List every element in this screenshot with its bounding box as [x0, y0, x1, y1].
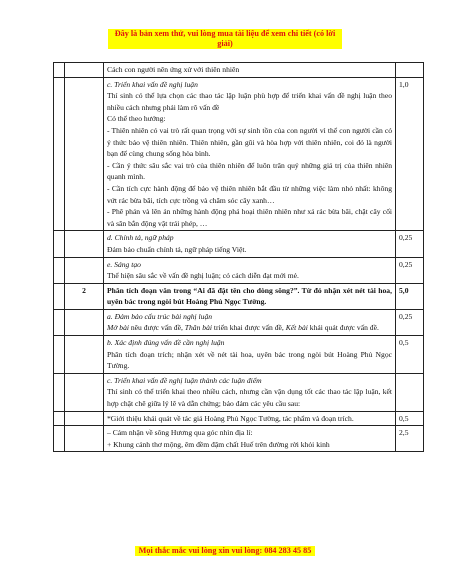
- answer-table: [53, 62, 424, 452]
- score-cell: 5,0: [396, 283, 424, 309]
- paragraph: - Cần ý thức sâu sắc vai trò của thiên nhiên để luôn trân quý những giá trị của thiên nhiên quanh mình.: [107, 160, 392, 182]
- text: triển khai được vấn đề,: [212, 323, 286, 333]
- table-row: [54, 231, 424, 257]
- term: Kết bài: [285, 323, 308, 333]
- paragraph: Thí sinh có thể lựa chọn các thao tác lập luận phù hợp để triển khai vấn đề nghị luận theo nhiều cách nhưng phải làm rõ vấn đề: [107, 91, 392, 112]
- criterion-heading: b. Xác định đúng vấn đề cần nghị luận: [107, 338, 225, 348]
- header-preview-banner: Đây là bản xem thử, vui lòng mua tài liệu để xem chi tiết (có lời giải): [108, 29, 342, 49]
- paragraph: Có thể theo hướng:: [107, 114, 166, 124]
- paragraph: Thể hiện sâu sắc về vấn đề nghị luận; có cách diễn đạt mới mẻ.: [107, 271, 299, 281]
- criterion-cell: [104, 336, 396, 374]
- table-row: [54, 373, 424, 411]
- term: Mở bài: [107, 323, 129, 333]
- criterion-cell: *Giới thiệu khái quát về tác giả Hoàng Phủ Ngọc Tường, tác phẩm và đoạn trích.: [104, 411, 396, 426]
- footer-contact-banner: Mọi thắc mắc vui lòng xin vui lòng: 084 283 45 85: [135, 546, 315, 556]
- question-number: 2: [65, 283, 104, 309]
- text: nêu được vấn đề,: [128, 323, 185, 333]
- criterion-heading: c. Triển khai vấn đề nghị luận: [107, 79, 198, 89]
- criterion-heading: d. Chính tả, ngữ pháp: [107, 233, 174, 243]
- paragraph: Thí sinh có thể triển khai theo nhiều cách, nhưng cần vận dụng tốt các thao tác lập luận, kết hợp chặt chẽ giữa lý lẽ và dẫn chứng; bảo đảm các yêu cầu sau:: [107, 387, 392, 409]
- criterion-cell: [104, 309, 396, 335]
- criterion-cell: [104, 257, 396, 283]
- paragraph: [107, 322, 392, 334]
- text: khái quát được vấn đề.: [307, 323, 379, 333]
- criterion-heading: c. Triển khai vấn đề nghị luận thành các luận điểm: [107, 375, 262, 385]
- score-cell: 2,5: [396, 426, 424, 452]
- score-cell: 0,25: [396, 231, 424, 257]
- table-row: [54, 63, 424, 78]
- paragraph: + Khung cảnh thơ mộng, êm đềm đậm chất Huế trên đường rời khỏi kinh: [107, 439, 330, 449]
- criterion-cell: [104, 231, 396, 257]
- paragraph: – Cảm nhận về sông Hương qua góc nhìn địa lí:: [107, 428, 253, 438]
- paragraph: Phân tích đoạn trích; nhận xét về nét tài hoa, uyên bác trong ngòi bút Hoàng Phủ Ngọc Tường.: [107, 349, 392, 371]
- row-text: Cách con người nên ứng xử với thiên nhiên: [104, 63, 396, 78]
- table-row: [54, 283, 424, 309]
- table-row: [54, 336, 424, 374]
- score-cell: 0,5: [396, 411, 424, 426]
- table-row: [54, 309, 424, 335]
- score-cell: 1,0: [396, 77, 424, 231]
- table-row: [54, 77, 424, 231]
- table-row: [54, 426, 424, 452]
- paragraph: - Phê phán và lên án những hành động phá hoại thiên nhiên như xả rác bừa bãi, chặt cây cối và săn bắn động vật trái phép, …: [107, 207, 392, 228]
- score-cell: 0,25: [396, 309, 424, 335]
- score-cell: 0,25: [396, 257, 424, 283]
- paragraph: - Thiên nhiên có vai trò rất quan trọng với sự sinh tồn của con người vì thể con người cần có ý thức bảo vệ thiên nhiên. Thiên nhiên, gần gũi và hòa hợp với thiên nhiên, coi đó là người bạn để cùng chung sống hòa bình.: [107, 125, 392, 159]
- table-row: [54, 411, 424, 426]
- table-row: [54, 257, 424, 283]
- paragraph: - Cần tích cực hành động để bảo vệ thiên nhiên bắt đầu từ những việc làm nhỏ nhất: không vứt rác bừa bãi, tích cực trồng và chăm sóc cây xanh…: [107, 183, 392, 205]
- criterion-cell: [104, 77, 396, 231]
- score-cell: 0,5: [396, 336, 424, 374]
- criterion-heading: e. Sáng tạo: [107, 259, 141, 269]
- criterion-heading: a. Đảm bảo cấu trúc bài nghị luận: [107, 311, 213, 321]
- criterion-cell: [104, 426, 396, 452]
- criterion-cell: [104, 373, 396, 411]
- term: Thân bài: [184, 323, 212, 333]
- paragraph: Đảm bảo chuẩn chính tả, ngữ pháp tiếng Việt.: [107, 244, 247, 254]
- question-title: Phân tích đoạn văn trong “Ai đã đặt tên cho dòng sông?”. Từ đó nhận xét nét tài hoa, uyên bác trong ngòi bút Hoàng Phủ Ngọc Tường.: [104, 283, 396, 309]
